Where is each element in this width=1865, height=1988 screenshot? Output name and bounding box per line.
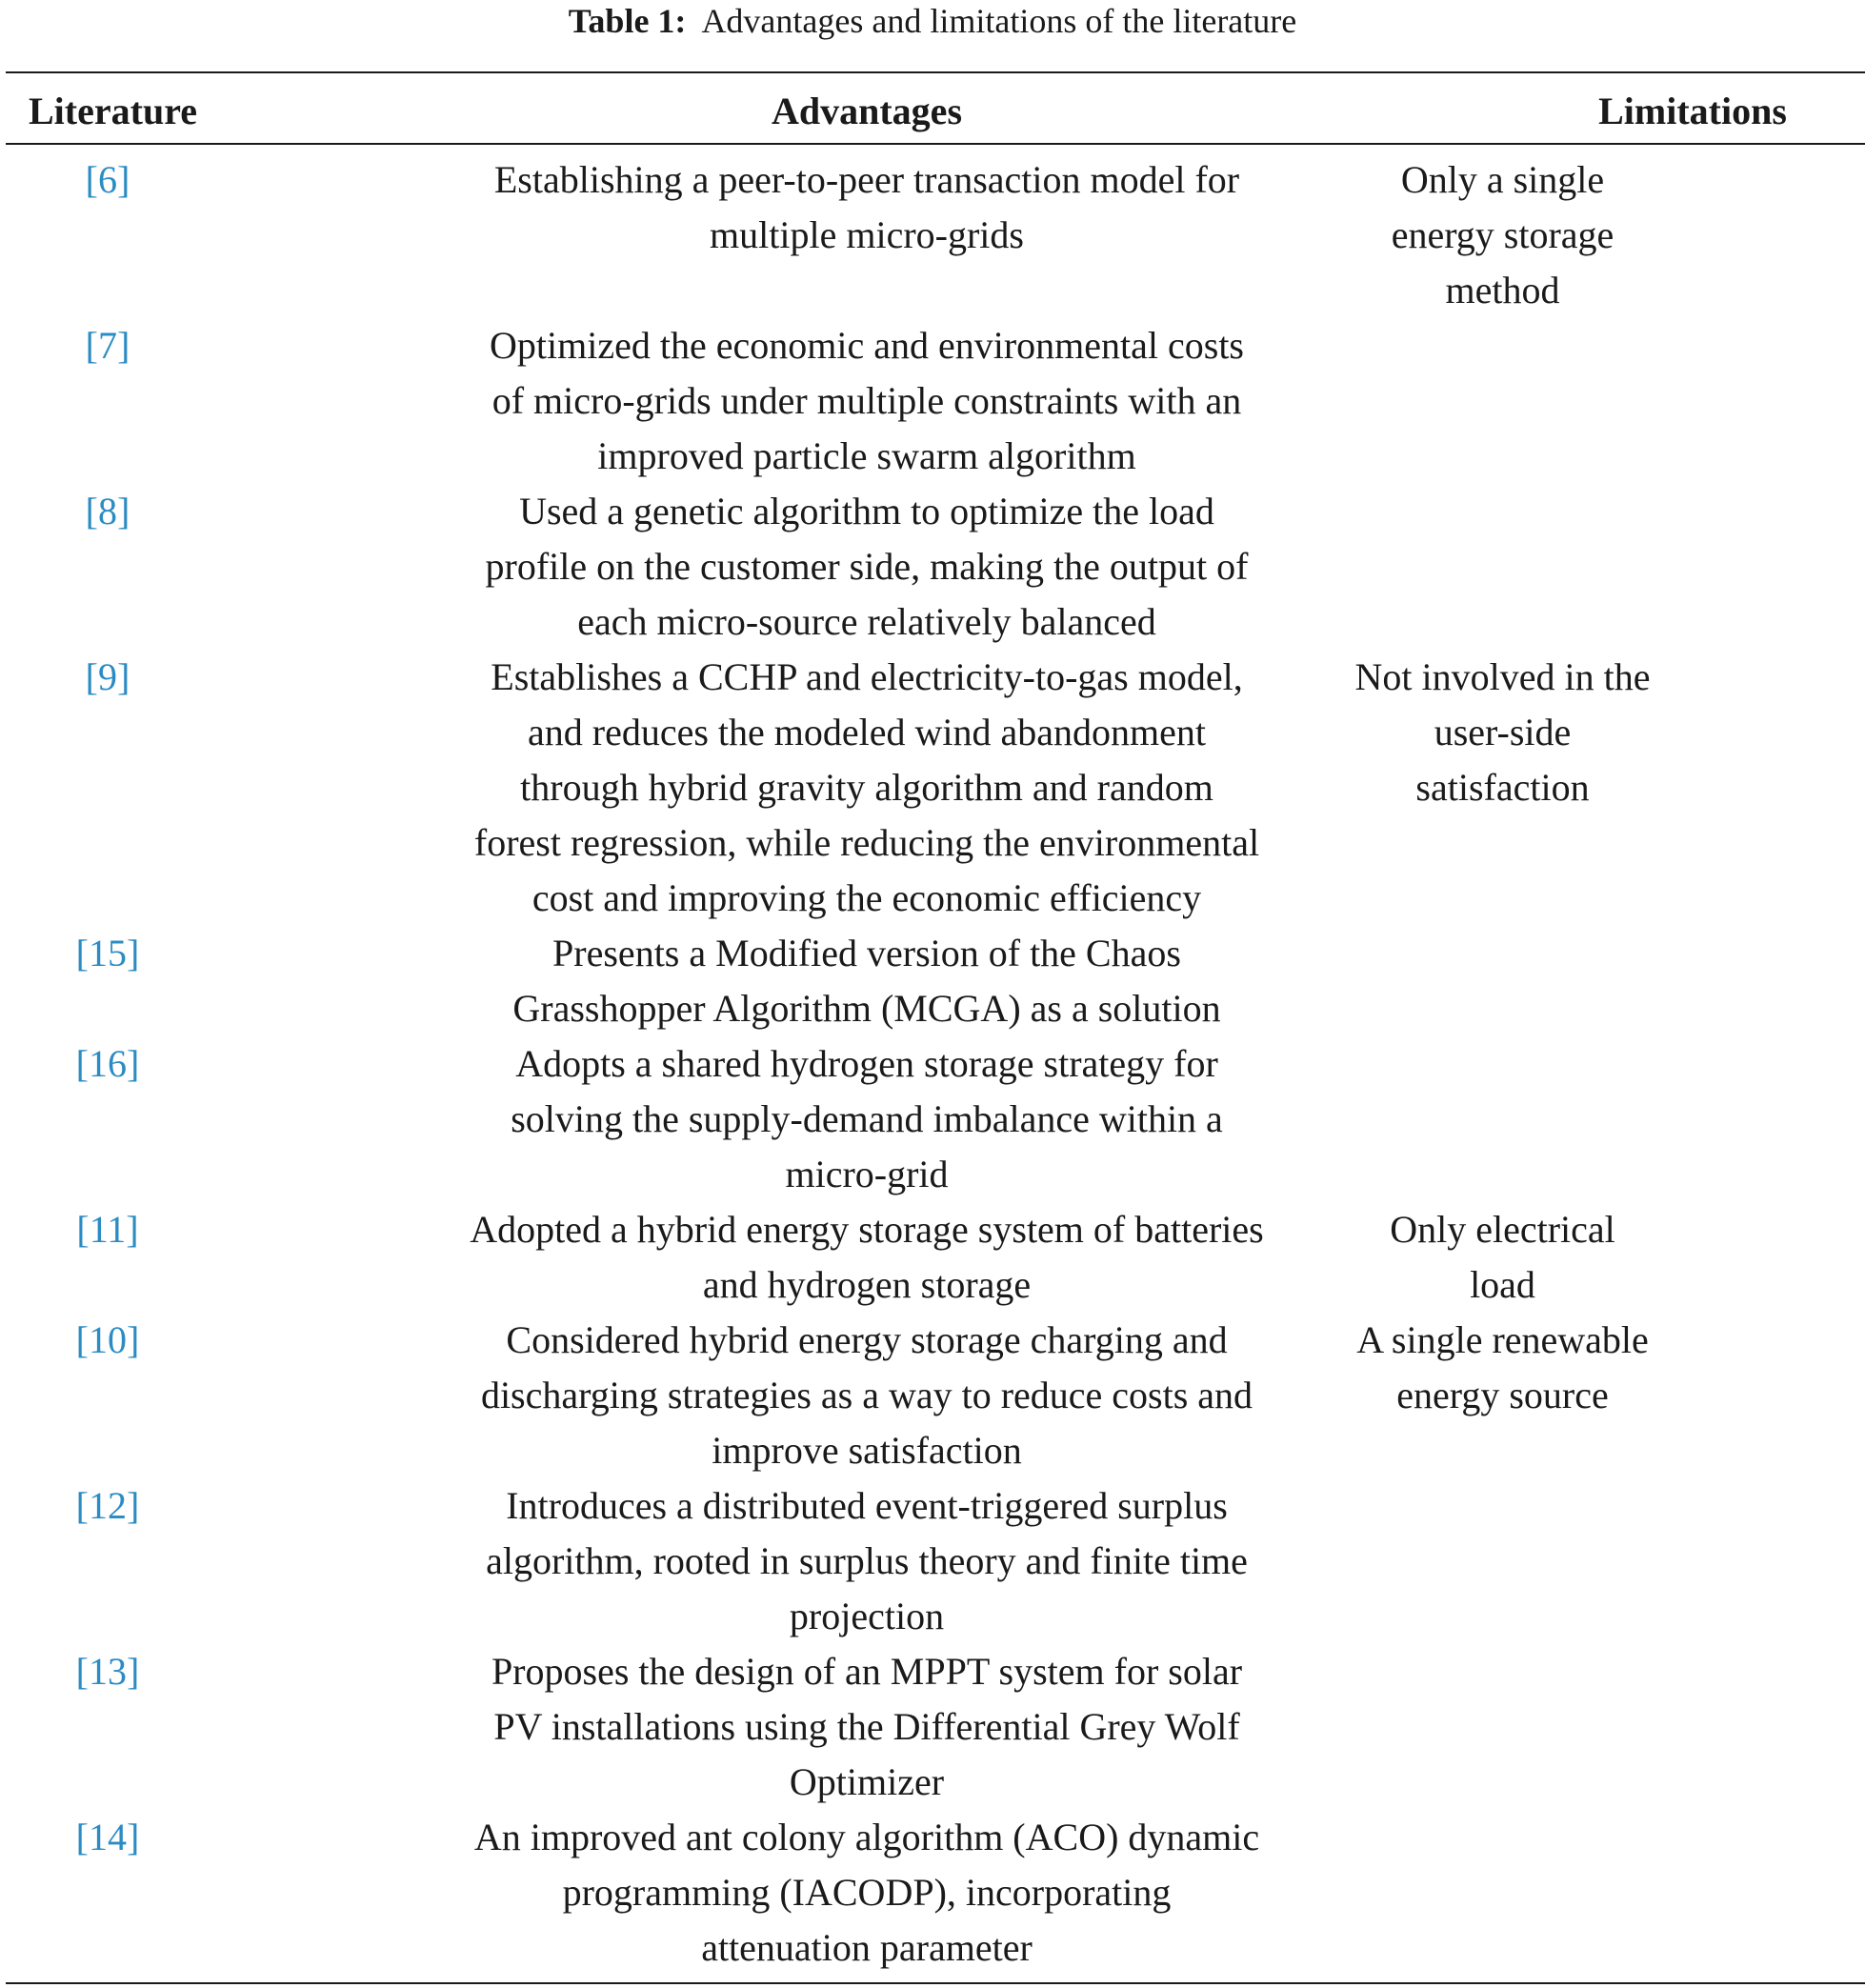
literature-reference-link[interactable]: [10]	[75, 1318, 140, 1361]
literature-reference-link[interactable]: [15]	[75, 932, 140, 974]
limitations-line: user-side	[1434, 711, 1572, 753]
advantages-cell	[410, 1644, 1324, 1810]
limitations-cell	[1331, 1313, 1674, 1423]
literature-reference-link[interactable]: [13]	[75, 1650, 140, 1693]
advantages-line: improve satisfaction	[712, 1429, 1022, 1472]
advantages-line: Proposes the design of an MPPT system for solar	[491, 1650, 1243, 1693]
limitations-cell	[1331, 1202, 1674, 1313]
limitations-line: method	[1445, 269, 1560, 311]
table-row	[0, 1478, 1865, 1644]
advantages-cell	[410, 484, 1324, 650]
advantages-line: forest regression, while reducing the environmental	[473, 821, 1260, 864]
table-row	[0, 318, 1865, 484]
advantages-line: Establishes a CCHP and electricity-to-gas model,	[491, 655, 1243, 698]
literature-reference-link[interactable]: [12]	[75, 1484, 140, 1527]
table-header-rule	[6, 143, 1865, 145]
table-row	[0, 926, 1865, 1036]
advantages-line: projection	[789, 1595, 945, 1637]
header-limitations: Limitations	[1598, 90, 1787, 132]
advantages-cell	[410, 1478, 1324, 1644]
limitations-line: energy source	[1396, 1374, 1609, 1416]
advantages-cell	[410, 1313, 1324, 1478]
literature-reference-link[interactable]: [8]	[85, 490, 130, 532]
table-row	[0, 1810, 1865, 1976]
literature-reference-link[interactable]: [7]	[85, 324, 130, 367]
advantages-cell	[410, 1810, 1324, 1976]
limitations-line: satisfaction	[1415, 766, 1590, 809]
advantages-line: Optimized the economic and environmental costs	[490, 324, 1244, 367]
advantages-line: improved particle swarm algorithm	[597, 434, 1136, 477]
advantages-line: through hybrid gravity algorithm and random	[520, 766, 1213, 809]
advantages-line: solving the supply-demand imbalance within a	[511, 1097, 1223, 1140]
advantages-line: programming (IACODP), incorporating	[562, 1871, 1172, 1914]
advantages-line: An improved ant colony algorithm (ACO) dynamic	[473, 1816, 1260, 1858]
limitations-line: Only electrical	[1390, 1208, 1615, 1251]
advantages-line: Grasshopper Algorithm (MCGA) as a solution	[512, 987, 1221, 1030]
advantages-line: PV installations using the Differential Grey Wolf	[493, 1705, 1240, 1748]
literature-reference-link[interactable]: [14]	[75, 1816, 140, 1858]
table-row	[0, 650, 1865, 926]
advantages-line: attenuation parameter	[701, 1926, 1033, 1969]
table-row	[0, 1036, 1865, 1202]
advantages-line: Establishing a peer-to-peer transaction model for	[493, 158, 1240, 201]
limitations-line: energy storage	[1391, 213, 1614, 256]
table-bottom-rule	[6, 1982, 1865, 1984]
literature-reference-link[interactable]: [9]	[85, 655, 130, 698]
limitations-line: load	[1470, 1263, 1535, 1306]
table-row	[0, 1313, 1865, 1478]
table-row	[0, 1202, 1865, 1313]
table-caption-label: Table 1:	[568, 2, 687, 40]
advantages-cell	[410, 650, 1324, 926]
header-advantages: Advantages	[771, 90, 963, 132]
limitations-cell	[1331, 650, 1674, 815]
limitations-cell	[1331, 152, 1674, 318]
advantages-line: algorithm, rooted in surplus theory and finite time	[486, 1539, 1248, 1582]
advantages-line: Optimizer	[789, 1760, 945, 1803]
advantages-line: Considered hybrid energy storage charging and	[506, 1318, 1228, 1361]
limitations-line: A single renewable	[1356, 1318, 1649, 1361]
table-body	[0, 152, 1865, 1976]
advantages-line: discharging strategies as a way to reduce costs and	[480, 1374, 1253, 1416]
advantages-line: Adopts a shared hydrogen storage strategy for	[515, 1042, 1218, 1085]
advantages-cell	[410, 1202, 1324, 1313]
advantages-line: Used a genetic algorithm to optimize the load	[519, 490, 1214, 532]
advantages-line: and hydrogen storage	[702, 1263, 1032, 1306]
table-row	[0, 484, 1865, 650]
advantages-cell	[410, 1036, 1324, 1202]
advantages-line: each micro-source relatively balanced	[577, 600, 1156, 643]
advantages-line: multiple micro-grids	[710, 213, 1024, 256]
literature-reference-link[interactable]: [6]	[85, 158, 130, 201]
table-top-rule	[6, 71, 1865, 73]
limitations-line: Not involved in the	[1354, 655, 1651, 698]
literature-reference-link[interactable]: [16]	[75, 1042, 140, 1085]
table-caption-text: Advantages and limitations of the literature	[701, 2, 1297, 40]
advantages-line: cost and improving the economic efficiency	[531, 876, 1202, 919]
advantages-line: Presents a Modified version of the Chaos	[552, 932, 1181, 974]
table-caption	[0, 0, 1865, 44]
advantages-line: and reduces the modeled wind abandonment	[528, 711, 1206, 753]
literature-reference-link[interactable]: [11]	[76, 1208, 139, 1251]
advantages-line: of micro-grids under multiple constraints with an	[491, 379, 1242, 422]
table-row	[0, 152, 1865, 318]
advantages-cell	[410, 318, 1324, 484]
advantages-line: micro-grid	[785, 1153, 949, 1195]
advantages-line: profile on the customer side, making the output of	[485, 545, 1249, 588]
advantages-cell	[410, 926, 1324, 1036]
limitations-line: Only a single	[1400, 158, 1605, 201]
advantages-cell	[410, 152, 1324, 263]
advantages-line: Adopted a hybrid energy storage system of batteries	[470, 1208, 1264, 1251]
advantages-line: Introduces a distributed event-triggered surplus	[506, 1484, 1228, 1527]
header-literature: Literature	[29, 90, 197, 132]
table-row	[0, 1644, 1865, 1810]
